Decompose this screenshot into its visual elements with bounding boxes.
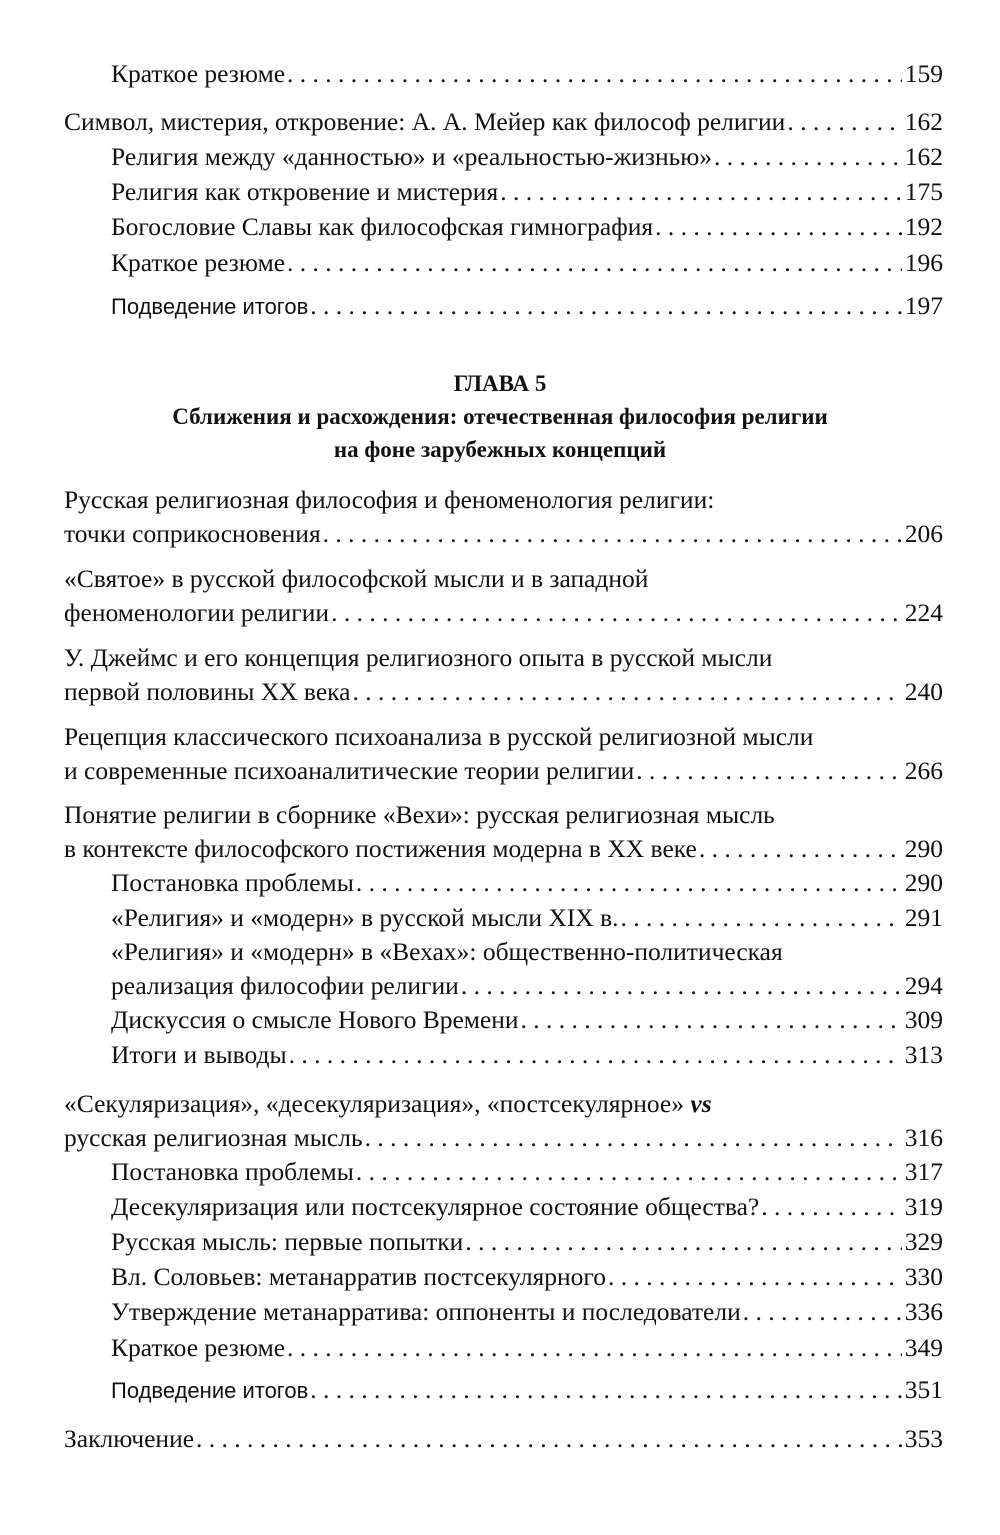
entry-page: 192 (904, 212, 943, 241)
chapter-number: ГЛАВА 5 (453, 371, 547, 396)
toc-entry (64, 483, 943, 551)
entry-title-line (64, 1087, 943, 1121)
entry-title-line: Понятие религии в сборнике «Вехи»: русская религиозная мысль (64, 800, 775, 829)
entry-title: и современные психоаналитические теории религии (64, 756, 635, 785)
entry-page: 336 (904, 1297, 943, 1326)
entry-title: феноменологии религии (64, 598, 330, 627)
entry-page: 197 (904, 291, 943, 320)
entry-page: 319 (904, 1192, 943, 1221)
toc-subentry (111, 175, 943, 209)
vs-italic: vs (690, 1089, 712, 1118)
entry-title: Вл. Соловьев: метанарратив постсекулярного (111, 1262, 607, 1291)
entry-title: Русская мысль: первые попытки (111, 1227, 464, 1256)
toc-subentry (111, 246, 943, 280)
entry-page: 196 (904, 248, 943, 277)
entry-page: 290 (904, 868, 943, 897)
entry-page: 309 (904, 1005, 943, 1034)
toc-entry (64, 1087, 943, 1155)
entry-page: 159 (904, 59, 943, 88)
toc-subentry (111, 1225, 943, 1259)
toc-subentry (111, 901, 943, 935)
entry-title: Десекуляризация или постсекулярное состояние общества? (111, 1192, 760, 1221)
entry-page: 291 (904, 903, 943, 932)
entry-page: 349 (904, 1333, 943, 1362)
entry-page: 175 (904, 177, 943, 206)
entry-page: 266 (904, 756, 943, 785)
entry-title: Краткое резюме (111, 248, 286, 277)
entry-page: 329 (904, 1227, 943, 1256)
toc-entry (64, 641, 943, 709)
toc-entry (111, 57, 943, 91)
entry-page: 162 (904, 107, 943, 136)
entry-page: 316 (904, 1123, 943, 1152)
entry-title: точки соприкосновения (64, 519, 321, 548)
entry-title: первой половины XX века (64, 677, 351, 706)
toc-subentry (111, 1331, 943, 1365)
chapter-title-line: Сближения и расхождения: отечественная философия религии (172, 404, 828, 429)
entry-title-text: «Секуляризация», «десекуляризация», «постсекулярное» (64, 1089, 684, 1118)
entry-page: 224 (904, 598, 943, 627)
toc-entry (64, 720, 943, 788)
toc-entry (64, 798, 943, 866)
entry-title: Постановка проблемы (111, 1157, 354, 1186)
entry-title: в контексте философского постижения модерна в XX веке (64, 834, 697, 863)
toc-subentry (111, 289, 943, 323)
toc-subentry (111, 1155, 943, 1189)
entry-title: Подведение итогов (111, 1378, 309, 1403)
entry-title: «Религия» и «модерн» в русской мысли XIX в. (111, 903, 619, 932)
entry-title-line: «Святое» в русской философской мысли и в западной (64, 564, 649, 593)
entry-page: 330 (904, 1262, 943, 1291)
toc-subentry (111, 1260, 943, 1294)
entry-title-line: У. Джеймс и его концепция религиозного опыта в русской мысли (64, 643, 773, 672)
entry-page: 353 (904, 1424, 943, 1453)
toc-subentry (111, 1003, 943, 1037)
toc-entry (64, 562, 943, 630)
entry-title: Религия между «данностью» и «реальностью-жизнью» (111, 142, 713, 171)
entry-page: 317 (904, 1157, 943, 1186)
entry-title-line: Рецепция классического психоанализа в русской религиозной мысли (64, 722, 814, 751)
entry-title: реализация философии религии (111, 971, 459, 1000)
entry-title-line: Русская религиозная философия и феноменология религии: (64, 485, 715, 514)
entry-title: Религия как откровение и мистерия (111, 177, 499, 206)
toc-subentry (111, 1190, 943, 1224)
entry-title: Краткое резюме (111, 59, 286, 88)
chapter-title-line: на фоне зарубежных концепций (333, 437, 667, 462)
entry-title: Утверждение метанарратива: оппоненты и последователи (111, 1297, 741, 1326)
entry-page: 351 (904, 1375, 943, 1404)
chapter-heading (0, 367, 1000, 466)
entry-title-line: «Религия» и «модерн» в «Вехах»: общественно-политическая (111, 937, 783, 966)
entry-page: 313 (904, 1040, 943, 1069)
toc-subentry (111, 935, 943, 1003)
entry-title: Заключение (64, 1424, 195, 1453)
toc-subentry (111, 1295, 943, 1329)
entry-title: Богословие Славы как философская гимнография (111, 212, 654, 241)
toc-subentry (111, 210, 943, 244)
entry-page: 290 (904, 834, 943, 863)
entry-title: русская религиозная мысль (64, 1123, 363, 1152)
entry-title: Итоги и выводы (111, 1040, 287, 1069)
entry-title: Символ, мистерия, откровение: А. А. Мейер как философ религии (64, 107, 786, 136)
entry-title: Краткое резюме (111, 1333, 286, 1362)
entry-page: 294 (904, 971, 943, 1000)
toc-entry (64, 105, 943, 139)
toc-entry (64, 1422, 943, 1456)
entry-page: 162 (904, 142, 943, 171)
toc-subentry (111, 866, 943, 900)
entry-title: Дискуссия о смысле Нового Времени (111, 1005, 519, 1034)
toc-subentry (111, 140, 943, 174)
toc-subentry (111, 1038, 943, 1072)
entry-page: 206 (904, 519, 943, 548)
toc-subentry (111, 1373, 943, 1407)
entry-title: Подведение итогов (111, 294, 309, 319)
entry-page: 240 (904, 677, 943, 706)
entry-title: Постановка проблемы (111, 868, 354, 897)
